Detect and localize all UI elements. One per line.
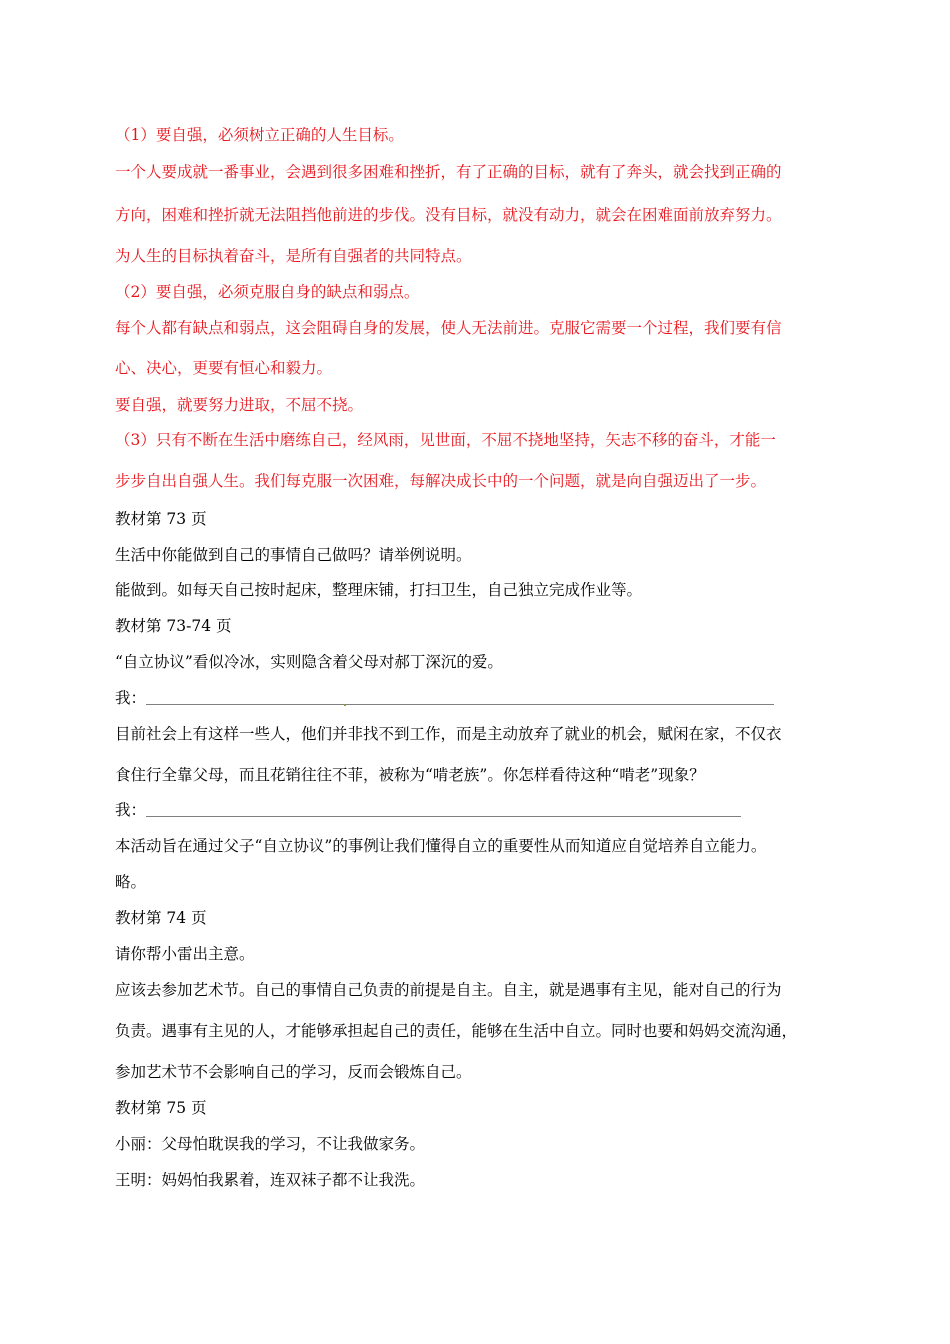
answer-underline [346, 704, 774, 705]
answer-line: 负责。遇事有主见的人，才能够承担起自己的责任，能够在生活中自立。同时也要和妈妈交流沟通， [115, 1022, 798, 1040]
section-2-para-line-1: 每个人都有缺点和弱点，这会阻碍自身的发展，使人无法前进。克服它需要一个过程，我们要有信 [115, 319, 782, 337]
answer-label: 我： [115, 801, 147, 819]
activity-note: 本活动旨在通过父子“自立协议”的事例让我们懂得自立的重要性从而知道应自觉培养自立能力。 [115, 837, 767, 855]
section-3-line-2: 步步自出自强人生。我们每克服一次困难，每解决成长中的一个问题，就是向自强迈出了一步。 [115, 472, 767, 490]
section-1-para-line-3: 为人生的目标执着奋斗，是所有自强者的共同特点。 [115, 247, 472, 265]
textbook-page-heading: 教材第 73-74 页 [115, 617, 232, 635]
answer-blank-row [115, 800, 741, 820]
textbook-page-heading: 教材第 74 页 [115, 909, 207, 927]
textbook-page-heading: 教材第 75 页 [115, 1099, 207, 1117]
question-text: 请你帮小雷出主意。 [115, 945, 255, 963]
statement-text: “自立协议”看似冷冰，实则隐含着父母对郝丁深沉的爱。 [115, 653, 503, 671]
answer-label: 我： [115, 689, 147, 707]
section-2-para-line-2: 心、决心，更要有恒心和毅力。 [115, 359, 333, 377]
answer-underline [146, 704, 344, 705]
dialogue-line: 小丽：父母怕耽误我的学习，不让我做家务。 [115, 1135, 426, 1153]
section-1-heading: （1）要自强，必须树立正确的人生目标。 [115, 126, 404, 144]
textbook-page-heading: 教材第 73 页 [115, 510, 207, 528]
question-text: 生活中你能做到自己的事情自己做吗？请举例说明。 [115, 546, 472, 564]
section-1-para-line-1: 一个人要成就一番事业，会遇到很多困难和挫折，有了正确的目标，就有了奔头，就会找到正确的 [115, 163, 782, 181]
paragraph-line: 目前社会上有这样一些人，他们并非找不到工作，而是主动放弃了就业的机会，赋闲在家，不仅衣 [115, 725, 782, 743]
section-3-line-1: （3）只有不断在生活中磨练自己，经风雨，见世面，不屈不挠地坚持，矢志不移的奋斗，才能一 [115, 431, 776, 449]
answer-text: 能做到。如每天自己按时起床，整理床铺，打扫卫生，自己独立完成作业等。 [115, 581, 643, 599]
answer-line: 参加艺术节不会影响自己的学习，反而会锻炼自己。 [115, 1063, 472, 1081]
section-2-heading: （2）要自强，必须克服自身的缺点和弱点。 [115, 283, 420, 301]
omitted-note: 略。 [115, 873, 147, 891]
section-1-para-line-2: 方向，困难和挫折就无法阻挡他前进的步伐。没有目标，就没有动力，就会在困难面前放弃努力。 [115, 206, 782, 224]
answer-blank-row [115, 688, 774, 708]
answer-line: 应该去参加艺术节。自己的事情自己负责的前提是自主。自主，就是遇事有主见，能对自己的行为 [115, 981, 782, 999]
answer-underline [146, 816, 741, 817]
dialogue-line: 王明：妈妈怕我累着，连双袜子都不让我洗。 [115, 1171, 426, 1189]
section-2-summary: 要自强，就要努力进取，不屈不挠。 [115, 396, 364, 414]
paragraph-line: 食住行全靠父母，而且花销往往不菲，被称为“啃老族”。你怎样看待这种“啃老”现象？ [115, 766, 705, 784]
